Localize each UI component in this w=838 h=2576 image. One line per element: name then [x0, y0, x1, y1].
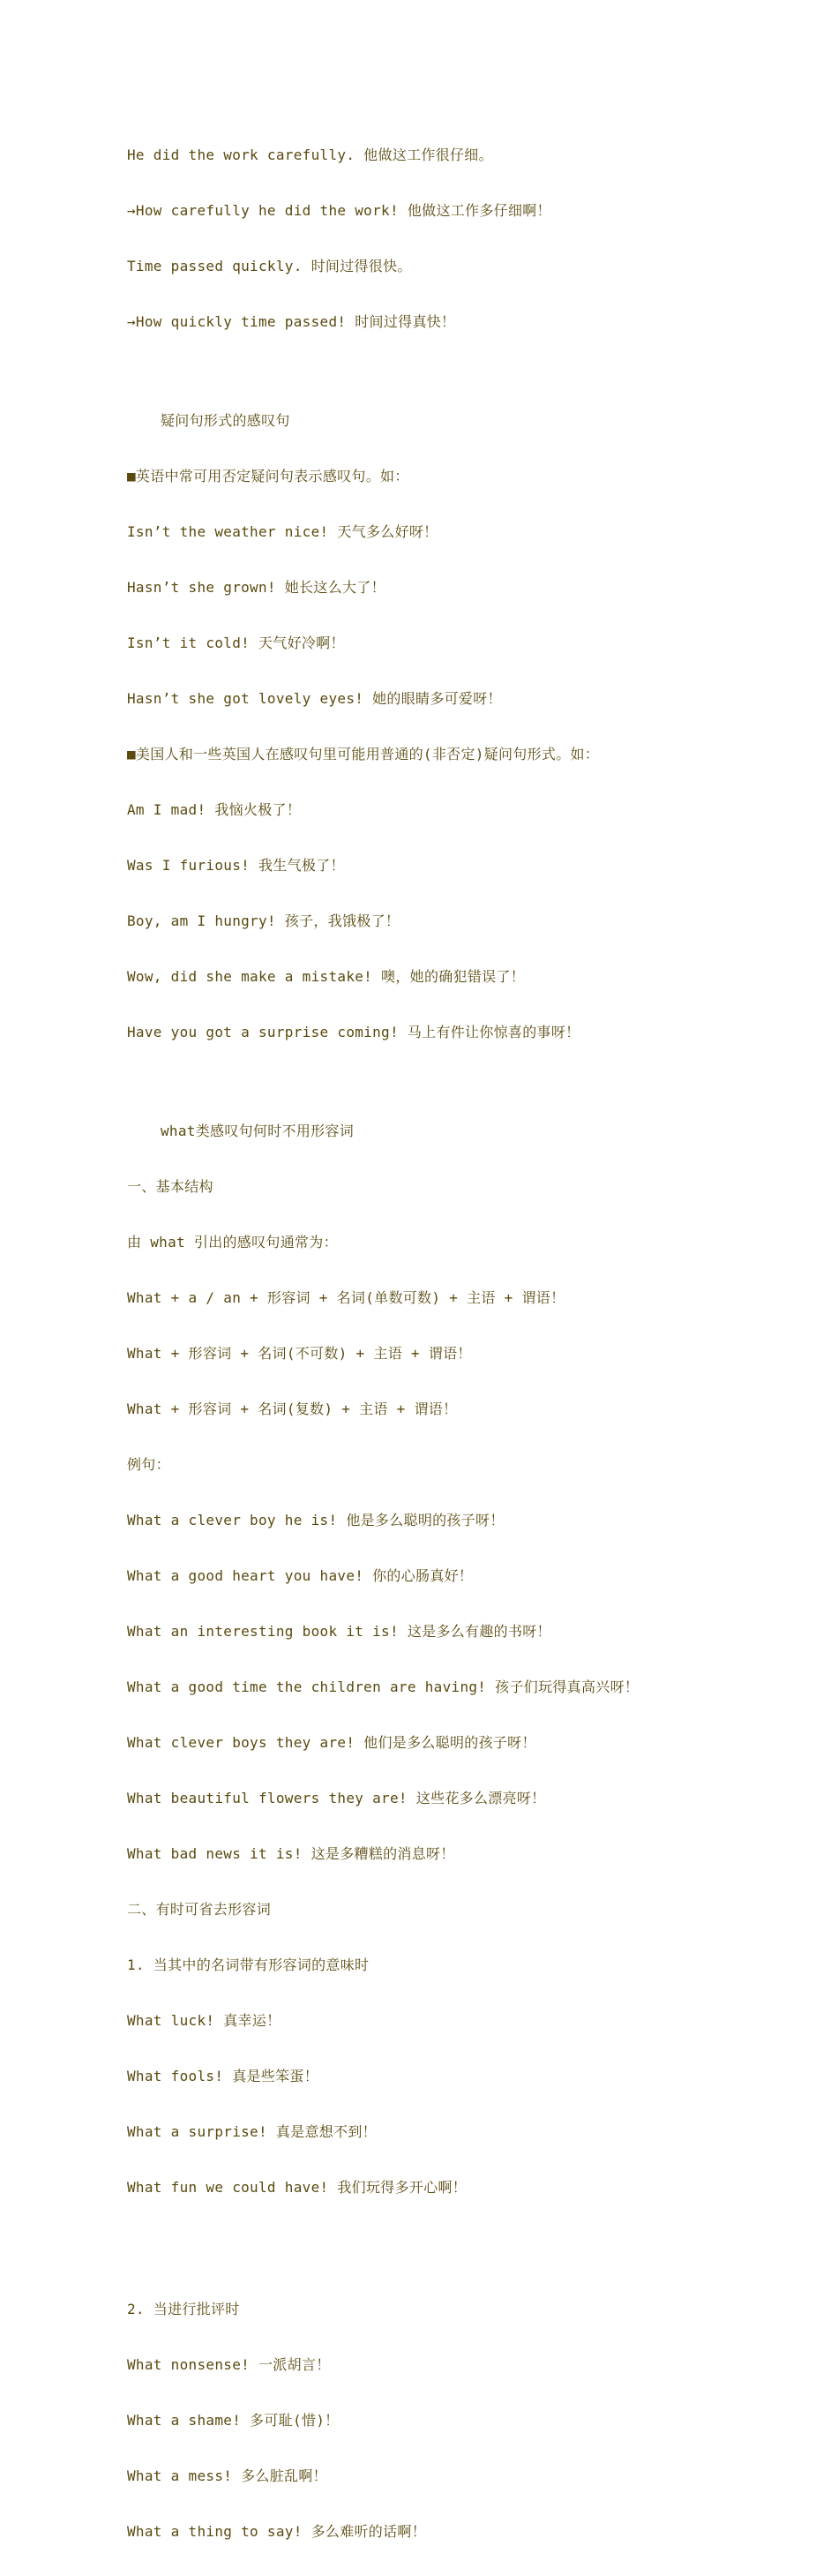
spacer [127, 366, 815, 376]
text-line: Isn’t the weather nice! 天气多么好呀！ [127, 523, 438, 540]
text-line: Was I furious! 我生气极了！ [127, 857, 345, 874]
text-line: What an interesting book it is! 这是多么有趣的书呀！ [127, 1623, 551, 1640]
text-line: What a surprise! 真是意想不到！ [127, 2123, 377, 2140]
text-line: Isn’t it cold! 天气好冷啊！ [127, 635, 345, 651]
text-line: Wow, did she make a mistake! 噢，她的确犯错误了！ [127, 968, 526, 985]
text-line: He did the work carefully. 他做这工作很仔细。 [127, 146, 493, 163]
text-line: →How carefully he did the work! 他做这工作多仔细啊！ [127, 202, 551, 219]
text-line: ■英语中常可用否定疑问句表示感叹句。如： [127, 468, 409, 484]
text-line: Boy, am I hungry! 孩子，我饿极了！ [127, 912, 400, 929]
text-line: 2. 当进行批评时 [127, 2301, 240, 2317]
text-line: ■美国人和一些英国人在感叹句里可能用普通的(非否定)疑问句形式。如： [127, 746, 600, 762]
text-line: What + 形容词 + 名词(不可数) + 主语 + 谓语！ [127, 1345, 472, 1362]
text-line: What a good heart you have! 你的心肠真好！ [127, 1567, 474, 1584]
text-line: What bad news it is! 这是多糟糕的消息呀！ [127, 1845, 455, 1862]
text-line: What a mess! 多么脏乱啊！ [127, 2467, 327, 2484]
text-line: What + a / an + 形容词 + 名词(单数可数) + 主语 + 谓语！ [127, 1289, 565, 1306]
spacer [127, 1077, 815, 1086]
text-line: Have you got a surprise coming! 马上有件让你惊喜的事呀！ [127, 1024, 580, 1040]
subsection-heading: 二、有时可省去形容词 [127, 1901, 272, 1918]
text-line: What fools! 真是些笨蛋！ [127, 2068, 318, 2084]
text-line: What a clever boy he is! 他是多么聪明的孩子呀！ [127, 1512, 505, 1528]
text-line: What nonsense! 一派胡言！ [127, 2356, 331, 2373]
text-line: Am I mad! 我恼火极了！ [127, 801, 302, 818]
spacer [127, 2232, 815, 2264]
text-line: Hasn’t she grown! 她长这么大了！ [127, 579, 385, 596]
text-line: 例句： [127, 1456, 170, 1473]
section-heading: 疑问句形式的感叹句 [161, 412, 290, 429]
text-line: What beautiful flowers they are! 这些花多么漂亮呀！ [127, 1790, 546, 1806]
document-body [127, 110, 815, 2576]
text-line: 1. 当其中的名词带有形容词的意味时 [127, 1956, 370, 1973]
text-line: Time passed quickly. 时间过得很快。 [127, 258, 412, 274]
text-line: What clever boys they are! 他们是多么聪明的孩子呀！ [127, 1734, 536, 1751]
text-line: What fun we could have! 我们玩得多开心啊！ [127, 2179, 468, 2196]
text-line: What a good time the children are having! 孩子们玩得真高兴呀！ [127, 1679, 640, 1695]
text-line: Hasn’t she got lovely eyes! 她的眼睛多可爱呀！ [127, 690, 502, 707]
text-line: What a thing to say! 多么难听的话啊！ [127, 2523, 426, 2540]
text-line: What a shame! 多可耻(惜)！ [127, 2412, 340, 2429]
section-heading: what类感叹句何时不用形容词 [161, 1123, 355, 1139]
text-line: What + 形容词 + 名词(复数) + 主语 + 谓语！ [127, 1401, 458, 1417]
text-line: What luck! 真幸运！ [127, 2012, 281, 2029]
text-line: →How quickly time passed! 时间过得真快！ [127, 313, 456, 330]
subsection-heading: 一、基本结构 [127, 1178, 213, 1195]
text-line: 由 what 引出的感叹句通常为： [127, 1234, 338, 1250]
